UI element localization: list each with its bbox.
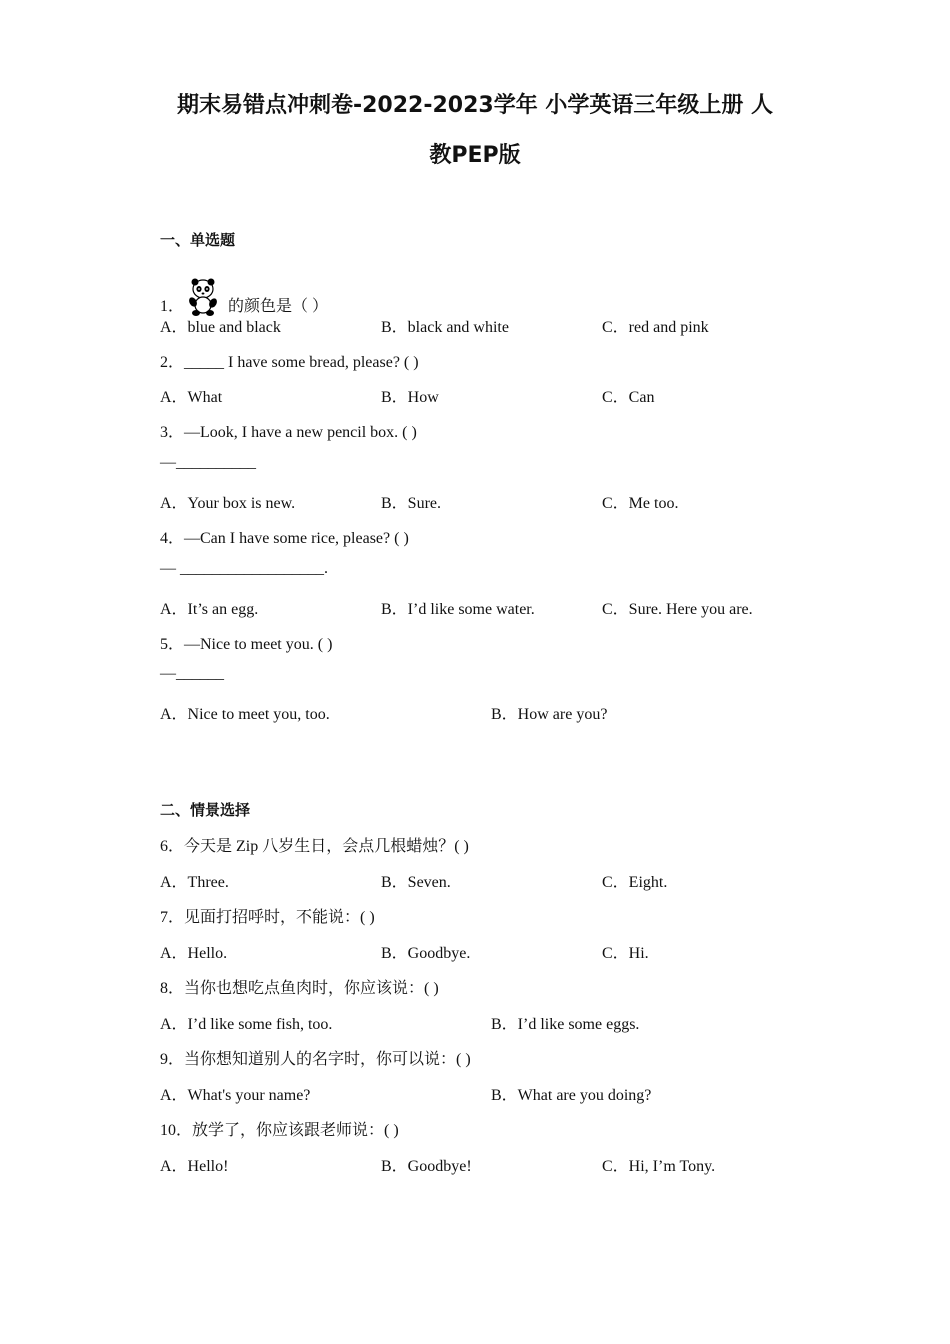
question-1-option-c[interactable]: C．red and pink: [602, 319, 709, 336]
question-10-option-c[interactable]: C．Hi, I’m Tony.: [602, 1158, 716, 1175]
question-4-stem: 4．—Can I have some rice, please? ( ): [160, 530, 409, 547]
question-3-option-c[interactable]: C．Me too.: [602, 495, 679, 512]
question-1-number: 1．: [160, 298, 185, 315]
document-title-line-1: 期末易错点冲刺卷-2022-2023学年 小学英语三年级上册 人: [176, 93, 774, 118]
question-6-stem: 6．今天是 Zip 八岁生日，会点几根蜡烛？( ): [160, 838, 469, 855]
question-10-option-b[interactable]: B．Goodbye!: [381, 1158, 472, 1175]
question-7-option-b[interactable]: B．Goodbye.: [381, 945, 471, 962]
document-title-line-2: 教PEP版: [429, 143, 521, 168]
question-3-answer-line: —__________: [160, 454, 256, 471]
question-4-option-b[interactable]: B．I’d like some water.: [381, 601, 535, 618]
question-4-answer-line: — __________________.: [160, 560, 328, 577]
question-6-option-b[interactable]: B．Seven.: [381, 874, 451, 891]
question-7-stem: 7．见面打招呼时，不能说：( ): [160, 909, 375, 926]
question-1-stem: [160, 277, 328, 317]
question-10-option-a[interactable]: A．Hello!: [160, 1158, 229, 1175]
question-8-option-b[interactable]: B．I’d like some eggs.: [491, 1016, 640, 1033]
question-5-stem: 5．—Nice to meet you. ( ): [160, 636, 333, 653]
question-3-option-a[interactable]: A．Your box is new.: [160, 495, 296, 512]
question-9-option-a[interactable]: A．What's your name?: [160, 1087, 311, 1104]
question-2-option-b[interactable]: B．How: [381, 389, 439, 406]
question-3-option-b[interactable]: B．Sure.: [381, 495, 442, 512]
section-heading-situational-choice: 二、情景选择: [160, 801, 251, 819]
question-8-option-a[interactable]: A．I’d like some fish, too.: [160, 1016, 333, 1033]
section-heading-single-choice: 一、单选题: [160, 231, 236, 249]
question-9-option-b[interactable]: B．What are you doing?: [491, 1087, 652, 1104]
question-8-stem: 8．当你也想吃点鱼肉时，你应该说：( ): [160, 980, 439, 997]
question-4-option-c[interactable]: C．Sure. Here you are.: [602, 601, 753, 618]
question-2-stem: 2．_____ I have some bread, please? ( ): [160, 354, 419, 371]
question-9-stem: 9．当你想知道别人的名字时，你可以说：( ): [160, 1051, 471, 1068]
question-4-option-a[interactable]: A．It’s an egg.: [160, 601, 259, 618]
question-7-option-c[interactable]: C．Hi.: [602, 945, 649, 962]
question-5-answer-line: —______: [160, 665, 224, 682]
question-10-stem: 10．放学了，你应该跟老师说：( ): [160, 1122, 399, 1139]
question-6-option-a[interactable]: A．Three.: [160, 874, 229, 891]
question-1-option-a[interactable]: A．blue and black: [160, 319, 281, 336]
question-3-stem: 3．—Look, I have a new pencil box. ( ): [160, 424, 417, 441]
question-7-option-a[interactable]: A．Hello.: [160, 945, 228, 962]
panda-icon: [186, 277, 220, 317]
question-2-option-a[interactable]: A．What: [160, 389, 223, 406]
question-2-option-c[interactable]: C．Can: [602, 389, 655, 406]
question-5-option-b[interactable]: B．How are you?: [491, 706, 608, 723]
question-1-option-b[interactable]: B．black and white: [381, 319, 509, 336]
question-1-text: 的颜色是（ ）: [228, 298, 329, 315]
question-6-option-c[interactable]: C．Eight.: [602, 874, 668, 891]
question-5-option-a[interactable]: A．Nice to meet you, too.: [160, 706, 330, 723]
